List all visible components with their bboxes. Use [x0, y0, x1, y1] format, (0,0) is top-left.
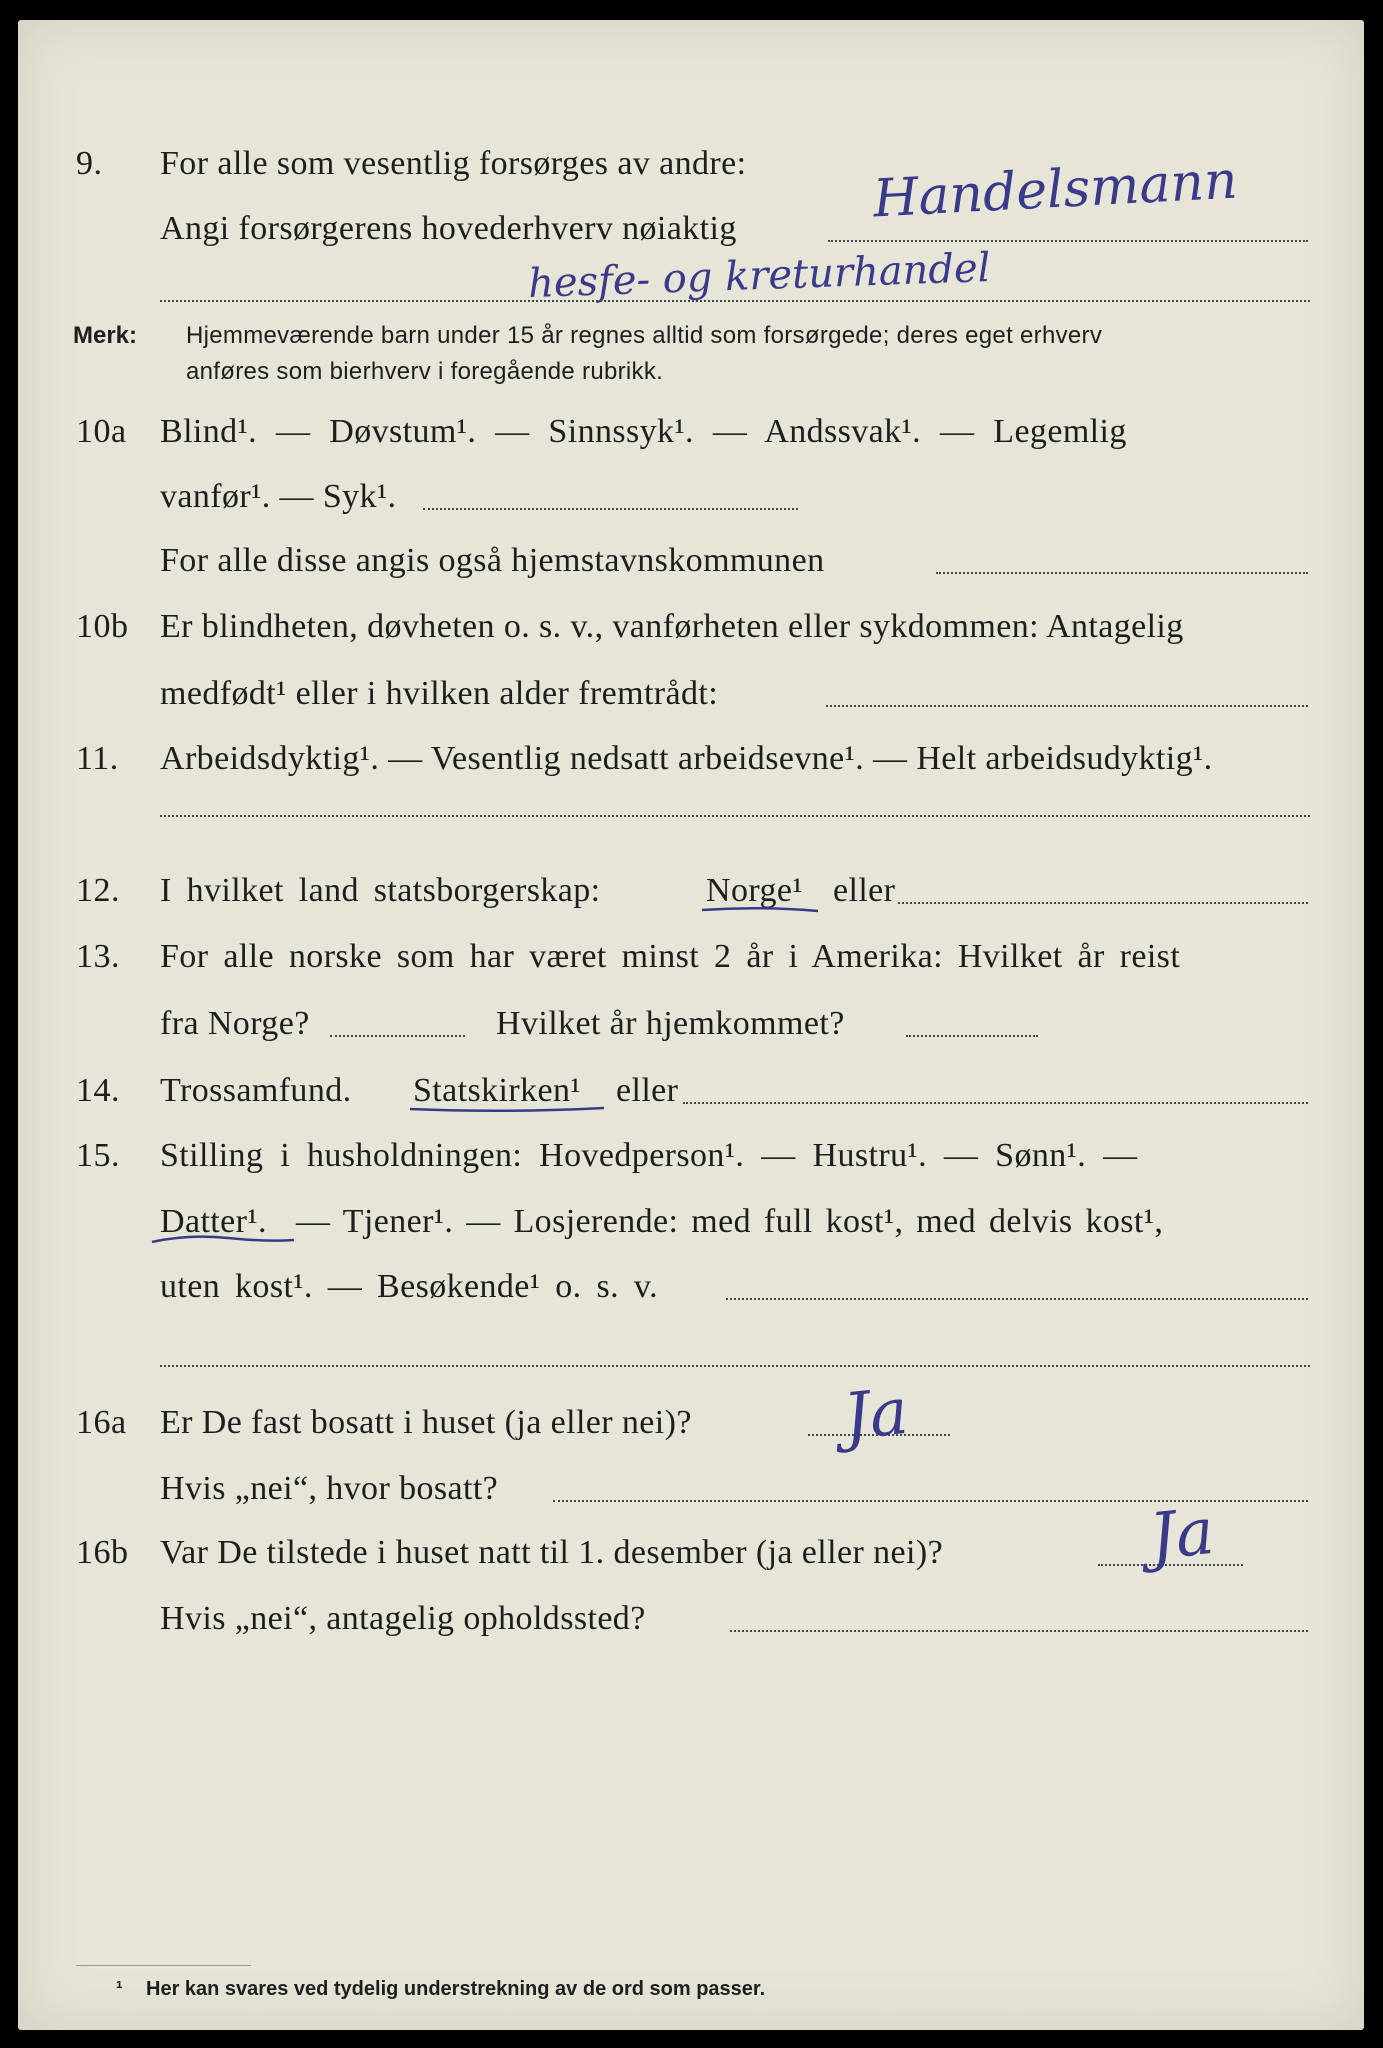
q9-handwritten-answer2: hesfe- og kreturhandel	[527, 244, 992, 308]
q14-statskirken: Statskirken¹	[413, 1072, 581, 1109]
q15-line2: — Tjener¹. — Losjerende: med full kost¹, med delvis kost¹,	[296, 1203, 1164, 1240]
q14-line1: Trossamfund.	[160, 1072, 352, 1109]
q12-eller: eller	[833, 872, 896, 909]
q9-line2: Angi forsørgerens hovederhverv nøiaktig	[160, 210, 737, 247]
merk-line2: anføres som bierhverv i foregående rubrikk.	[186, 358, 664, 385]
q9-number: 9.	[76, 145, 103, 182]
q15-datter-underline	[148, 1230, 298, 1252]
q16a-number: 16a	[76, 1404, 127, 1441]
q14-eller: eller	[616, 1072, 679, 1109]
q10a-kommune-line	[936, 572, 1308, 574]
q15-datter: Datter¹.	[160, 1203, 267, 1240]
merk-label: Merk:	[73, 322, 138, 349]
q10a-number: 10a	[76, 413, 127, 450]
q13-reist-line	[330, 1035, 465, 1037]
q12-norge: Norge¹	[706, 872, 803, 909]
q11-line1: Arbeidsdyktig¹. — Vesentlig nedsatt arbeidsevne¹. — Helt arbeidsudyktig¹.	[160, 740, 1213, 777]
q15-answer-line1	[726, 1298, 1308, 1300]
q11-answer-line	[160, 815, 1310, 817]
q16a-line1: Er De fast bosatt i huset (ja eller nei)?	[160, 1404, 692, 1441]
q9-answer-line2	[160, 300, 1310, 302]
q16a-handwritten-answer: Ja	[840, 1374, 912, 1456]
q12-norge-underline	[700, 904, 820, 916]
q16b-handwritten-answer: Ja	[1146, 1494, 1218, 1576]
q9-answer-line1	[828, 240, 1308, 242]
q10a-line2: vanfør¹. — Syk¹.	[160, 478, 397, 515]
q15-line1: Stilling i husholdningen: Hovedperson¹. — Hustru¹. — Sønn¹. —	[160, 1137, 1138, 1174]
q16b-number: 16b	[76, 1534, 129, 1571]
q10b-number: 10b	[76, 608, 129, 645]
q9-line1: For alle som vesentlig forsørges av andre:	[160, 145, 747, 182]
q12-number: 12.	[76, 872, 120, 909]
q15-answer-line2	[160, 1365, 1310, 1367]
footnote-text: Her kan svares ved tydelig understrekning av de ord som passer.	[146, 1978, 766, 2000]
q16b-opholdssted-line	[730, 1630, 1308, 1632]
q16a-line2: Hvis „nei“, hvor bosatt?	[160, 1470, 499, 1507]
q13-line1: For alle norske som har været minst 2 år i Amerika: Hvilket år reist	[160, 938, 1181, 975]
q15-line3: uten kost¹. — Besøkende¹ o. s. v.	[160, 1268, 659, 1305]
q10b-answer-line	[826, 705, 1308, 707]
q15-number: 15.	[76, 1137, 120, 1174]
merk-line1: Hjemmeværende barn under 15 år regnes alltid som forsørgede; deres eget erhverv	[186, 322, 1103, 349]
q13-hjemkommet-line	[906, 1035, 1038, 1037]
q14-answer-line	[683, 1102, 1308, 1104]
q12-line1: I hvilket land statsborgerskap:	[160, 872, 601, 909]
census-form-page	[18, 20, 1364, 2030]
q11-number: 11.	[76, 740, 119, 777]
footnote-mark: ¹	[116, 1978, 123, 2000]
q13-line2a: fra Norge?	[160, 1005, 310, 1042]
q12-answer-line	[898, 902, 1308, 904]
q9-handwritten-answer1: Handelsmann	[871, 150, 1239, 230]
q14-statskirken-underline	[408, 1104, 608, 1116]
footnote-rule	[76, 1965, 251, 1966]
q10a-line3: For alle disse angis også hjemstavnskommunen	[160, 542, 825, 579]
q14-number: 14.	[76, 1072, 120, 1109]
q10b-line1: Er blindheten, døvheten o. s. v., vanførheten eller sykdommen: Antagelig	[160, 608, 1184, 645]
q10b-line2: medfødt¹ eller i hvilken alder fremtrådt:	[160, 675, 719, 712]
q16b-line2: Hvis „nei“, antagelig opholdssted?	[160, 1600, 646, 1637]
q13-number: 13.	[76, 938, 120, 975]
q13-line2b: Hvilket år hjemkommet?	[496, 1005, 845, 1042]
q10a-syk-line	[423, 508, 798, 510]
q16b-line1: Var De tilstede i huset natt til 1. desember (ja eller nei)?	[160, 1534, 944, 1571]
q10a-line1: Blind¹. — Døvstum¹. — Sinnssyk¹. — Andssvak¹. — Legemlig	[160, 413, 1127, 450]
